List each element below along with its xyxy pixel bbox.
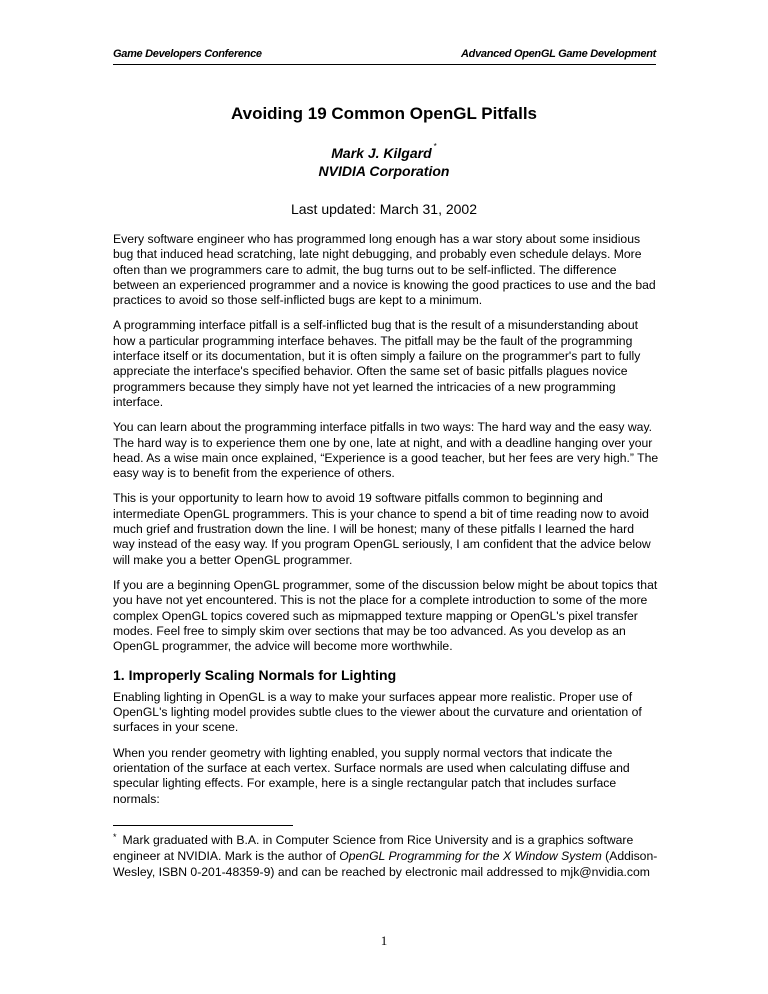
paragraph: A programming interface pitfall is a self-inflicted bug that is the result of a misunderstanding about how a particular programming interface behaves. The pitfall may be the fault of the programming interface itself or its documentation, but it is often simply a failure on the programmer's part to fully appreciate the interface's specified behavior. Often the same set of basic pitfalls plagues novice programmers because they simply have not yet learned the intricacies of a new programming interface. — [113, 318, 641, 409]
footnote-book-title: OpenGL Programming for the X Window System — [339, 849, 602, 864]
paragraph: If you are a beginning OpenGL programmer, some of the discussion below might be about topics that you have not yet encountered. This is not the place for a complete introduction to some of the more complex OpenGL topics covered such as mipmapped texture mapping or OpenGL's pixel transfer modes. Feel free to simply skim over sections that may be too advanced. As you develop as an OpenGL programmer, the advice will become more worthwhile. — [113, 577, 658, 654]
footnote-text-end: (Addison-Wesley, ISBN 0-201-48359-9) and can be reached by electronic mail addressed to mjk@nvidia.com — [113, 849, 658, 879]
paragraph: You can learn about the programming interface pitfalls in two ways: The hard way and the easy way. The hard way is to experience them one by one, late at night, and with a deadline hanging over your head. As a wise main once explained, “Experience is a good teacher, but her fees are very high.” The easy way is to benefit from the experience of others. — [113, 420, 659, 481]
running-header — [113, 42, 656, 62]
last-updated: Last updated: March 31, 2002 — [290, 201, 478, 217]
footnote-mark: * — [113, 832, 117, 842]
section-heading: 1. Improperly Scaling Normals for Lighting — [113, 667, 397, 684]
footnote-text: Mark graduated with B.A. in Computer Science from Rice University and is a graphics software engineer at NVIDIA. Mark is the author of — [113, 833, 634, 864]
paragraph: This is your opportunity to learn how to avoid 19 software pitfalls common to beginning and intermediate OpenGL programmers. This is your chance to spend a bit of time reading now to avoid much grief and frustration down the line. I will be honest; many of these pitfalls I learned the hard way instead of the easy way. If you program OpenGL seriously, I am confident that the advice below will make you a better OpenGL programmer. — [113, 491, 651, 567]
page-number: 1 — [380, 933, 388, 948]
header-track: Advanced OpenGL Game Development — [461, 48, 656, 60]
document-body — [113, 232, 659, 817]
author-name: Mark J. Kilgard — [331, 145, 432, 161]
author-footnote-mark: * — [433, 142, 437, 152]
author-line — [0, 142, 768, 161]
author-organization: NVIDIA Corporation — [318, 163, 450, 179]
document-title: Avoiding 19 Common OpenGL Pitfalls — [230, 104, 538, 123]
paragraph: Every software engineer who has programmed long enough has a war story about some insidious bug that induced head scratching, late night debugging, and probably even schedule delays. More often than we programmers care to admit, the bug turns out to be self-inflicted. The difference between an experienced programmer and a novice is knowing the good practices to use and the bad practices to avoid so those self-inflicted bugs are kept to a minimum. — [113, 232, 656, 308]
footnote — [113, 833, 659, 880]
header-rule — [113, 64, 656, 65]
paragraph: Enabling lighting in OpenGL is a way to make your surfaces appear more realistic. Proper use of OpenGL's lighting model provides subtle clues to the viewer about the curvature and orientation of surfaces in your scene. — [113, 689, 642, 735]
header-conference: Game Developers Conference — [113, 48, 262, 60]
footnote-rule — [113, 825, 293, 826]
paragraph: When you render geometry with lighting enabled, you supply normal vectors that indicate the orientation of the surface at each vertex. Surface normals are used when calculating diffuse and specular lighting effects. For example, here is a single rectangular patch that includes surface normals: — [113, 745, 630, 806]
